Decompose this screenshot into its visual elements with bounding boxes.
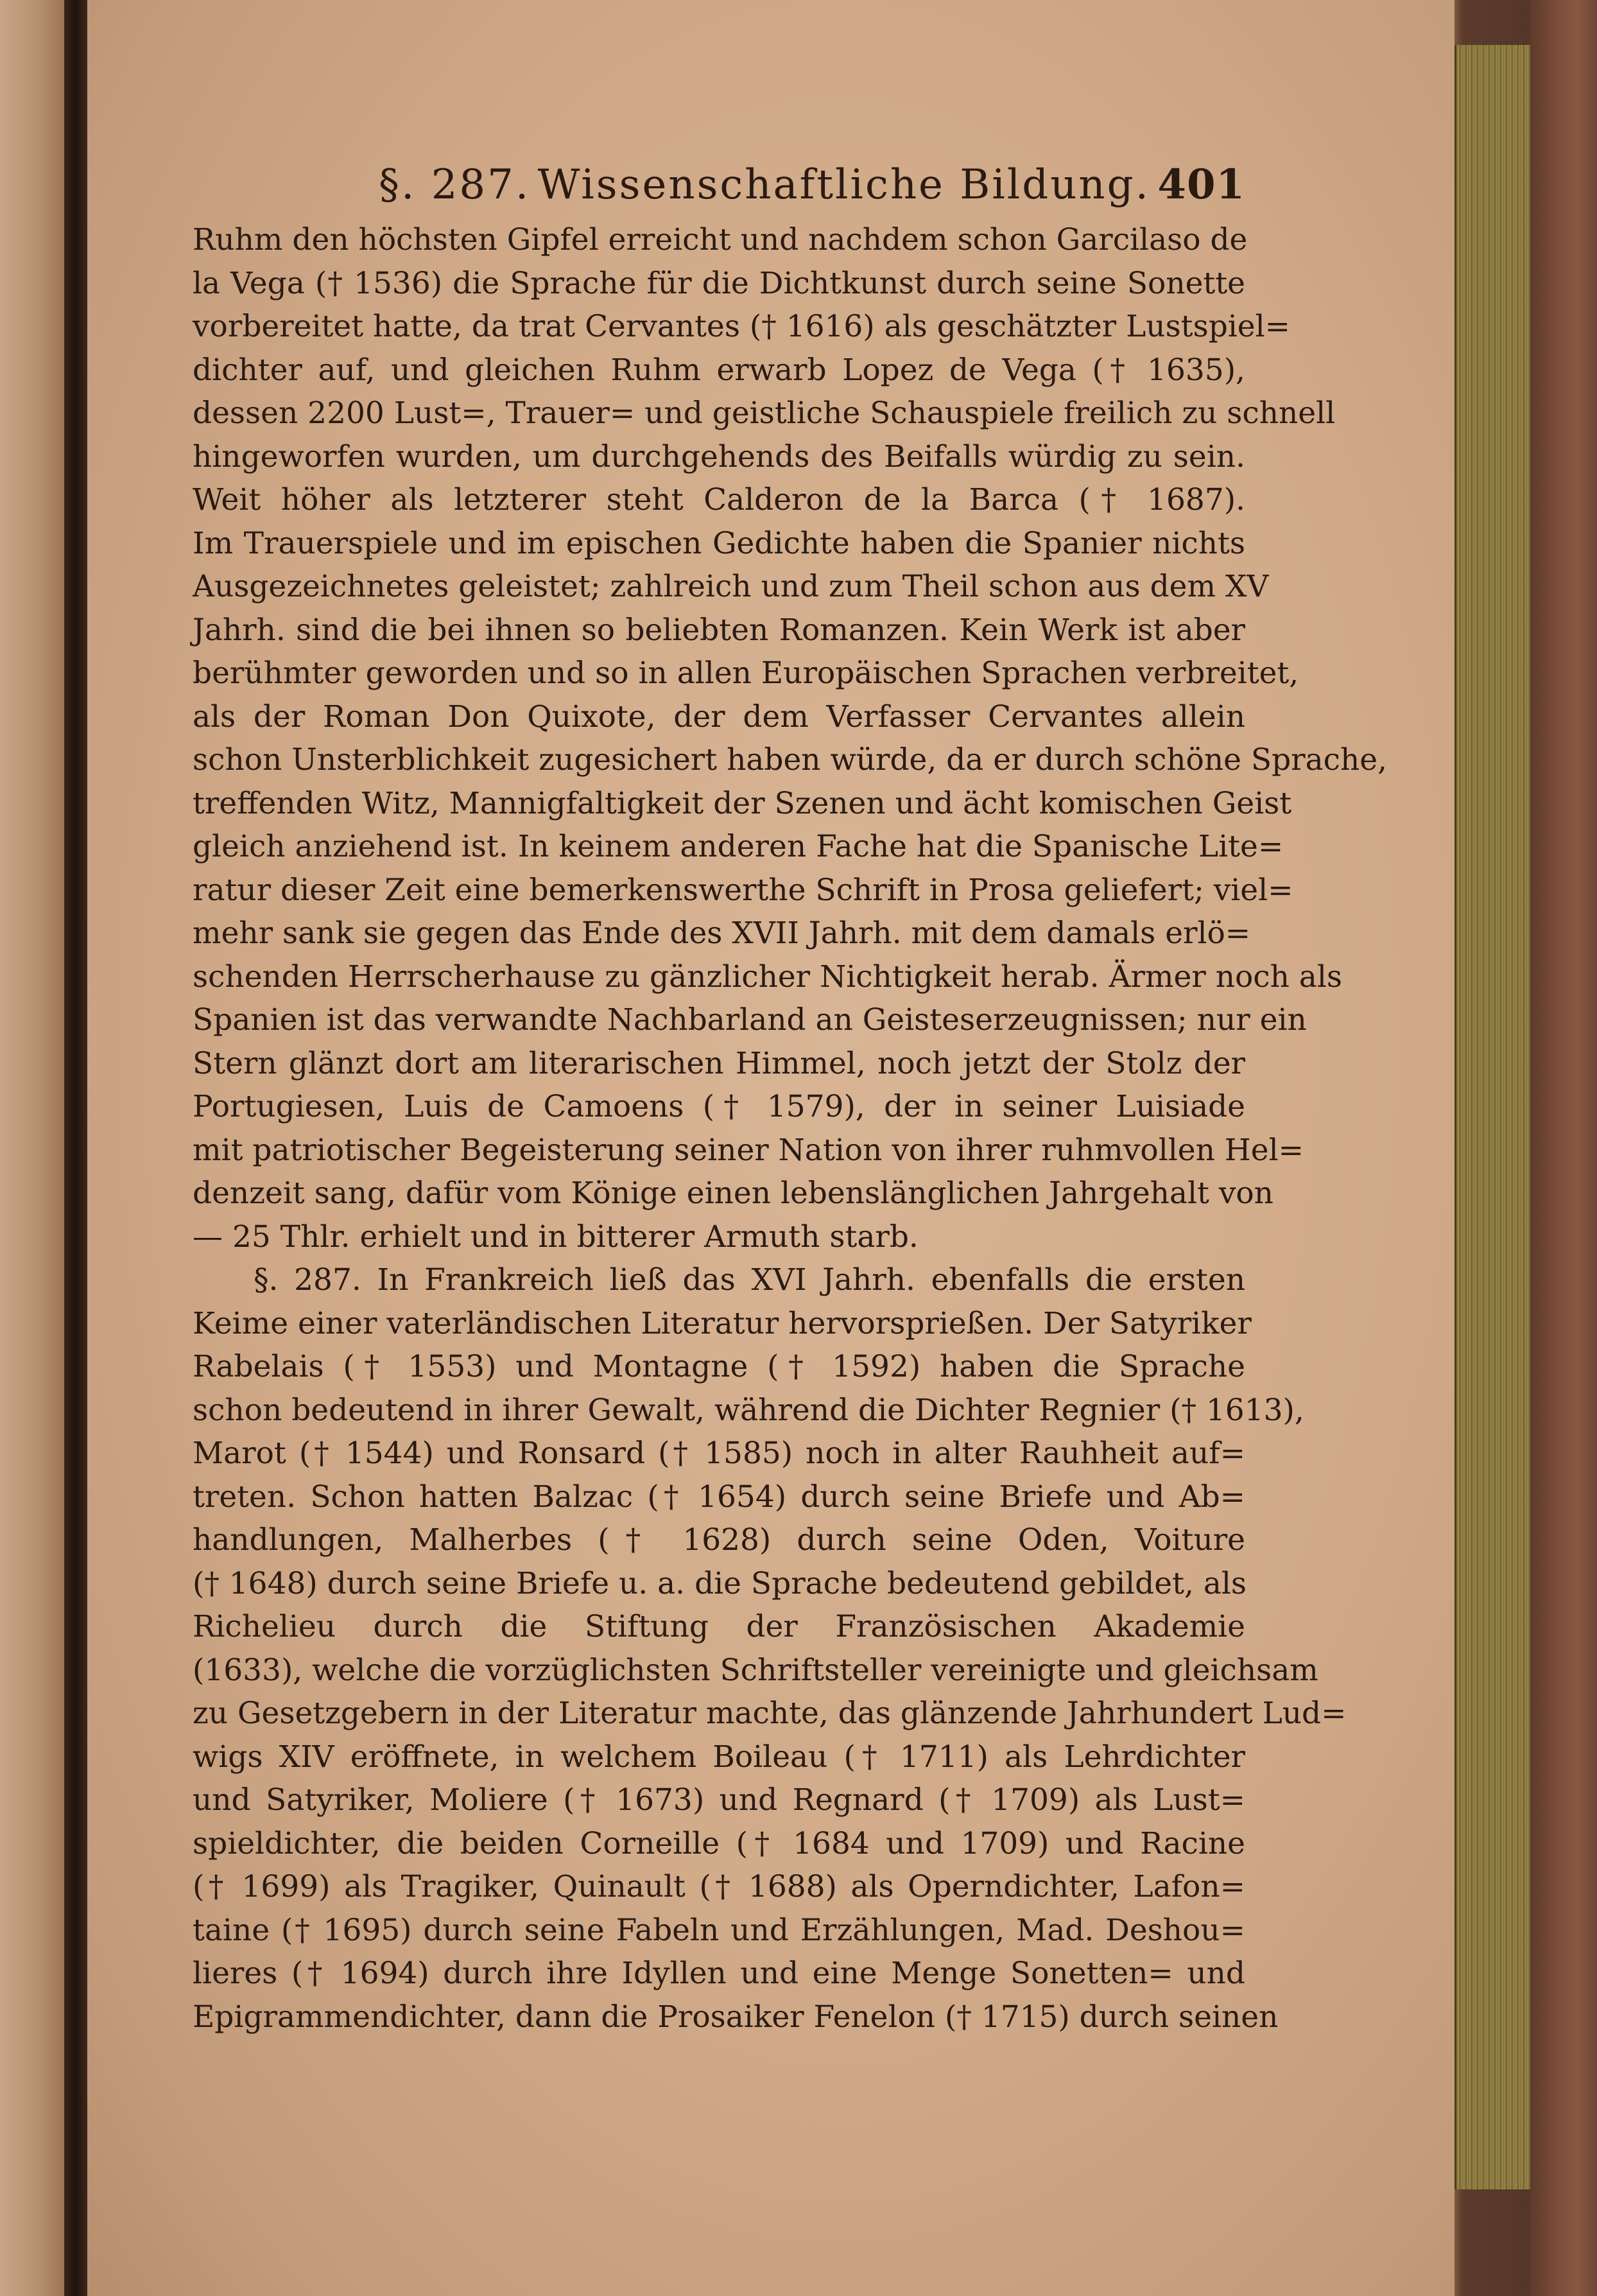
text-line: (1633), welche die vorzüglichsten Schriftsteller vereinigte und gleichsam [193, 1652, 1318, 1688]
text-line: denzeit sang, dafür vom Könige einen lebenslänglichen Jahrgehalt von [193, 1176, 1273, 1211]
book-gutter [64, 0, 87, 2296]
text-line: lieres († 1694) durch ihre Idyllen und eine Menge Sonetten= und [193, 1956, 1245, 1991]
text-line: Weit höher als letzterer steht Calderon de la Barca († 1687). [193, 482, 1245, 517]
text-line: († 1648) durch seine Briefe u. a. die Sprache bedeutend gebildet, als [193, 1565, 1247, 1601]
text-line: zu Gesetzgebern in der Literatur machte, das glänzende Jahrhundert Lud= [193, 1696, 1347, 1731]
text-line: schon Unsterblichkeit zugesichert haben würde, da er durch schöne Sprache, [193, 742, 1387, 778]
text-line: Im Trauerspiele und im epischen Gedichte haben die Spanier nichts [193, 525, 1245, 561]
text-line: Epigrammendichter, dann die Prosaiker Fenelon († 1715) durch seinen [193, 1999, 1279, 2035]
text-line: mit patriotischer Begeisterung seiner Nation von ihrer ruhmvollen Hel= [193, 1132, 1304, 1168]
text-line: Ausgezeichnetes geleistet; zahlreich und zum Theil schon aus dem XV [193, 569, 1269, 604]
text-line: Rabelais († 1553) und Montagne († 1592) haben die Sprache [193, 1349, 1245, 1384]
text-line: Keime einer vaterländischen Literatur hervorsprießen. Der Satyriker [193, 1305, 1252, 1341]
text-line: als der Roman Don Quixote, der dem Verfasser Cervantes allein [193, 699, 1245, 735]
text-line: handlungen, Malherbes († 1628) durch seine Oden, Voiture [193, 1522, 1245, 1558]
text-line: Marot († 1544) und Ronsard († 1585) noch in alter Rauhheit auf= [193, 1436, 1245, 1471]
page-number: 401 [1157, 161, 1245, 209]
text-line: berühmter geworden und so in allen Europäischen Sprachen verbreitet, [193, 656, 1299, 691]
text-line: treten. Schon hatten Balzac († 1654) durch seine Briefe und Ab= [193, 1479, 1245, 1515]
left-page-edge [0, 0, 64, 2296]
text-line: mehr sank sie gegen das Ende des XVII Jahrh. mit dem damals erlö= [193, 916, 1251, 951]
running-header [193, 161, 1245, 218]
text-line: Jahrh. sind die bei ihnen so beliebten Romanzen. Kein Werk ist aber [193, 612, 1245, 648]
text-line: dichter auf, und gleichen Ruhm erwarb Lopez de Vega († 1635), [193, 352, 1245, 388]
text-line: Portugiesen, Luis de Camoens († 1579), der in seiner Luisiade [193, 1089, 1245, 1124]
text-line: Ruhm den höchsten Gipfel erreicht und nachdem schon Garcilaso de [193, 222, 1248, 257]
text-line: schon bedeutend in ihrer Gewalt, während die Dichter Regnier († 1613), [193, 1392, 1304, 1428]
text-line: dessen 2200 Lust=, Trauer= und geistliche Schauspiele freilich zu schnell [193, 396, 1336, 431]
text-line: Richelieu durch die Stiftung der Französischen Akademie [193, 1609, 1245, 1644]
header-title: Wissenschaftliche Bildung. [537, 161, 1150, 209]
text-line: gleich anziehend ist. In keinem anderen Fache hat die Spanische Lite= [193, 829, 1284, 864]
page-fore-edge [1455, 45, 1532, 2189]
text-line: — 25 Thlr. erhielt und in bitterer Armuth starb. [193, 1219, 919, 1255]
header-section: §. 287. [379, 161, 531, 209]
text-line: schenden Herrscherhause zu gänzlicher Nichtigkeit herab. Ärmer noch als [193, 959, 1342, 995]
text-line: hingeworfen wurden, um durchgehends des Beifalls würdig zu sein. [193, 439, 1245, 474]
text-line: la Vega († 1536) die Sprache für die Dichtkunst durch seine Sonette [193, 265, 1245, 301]
body-text [193, 218, 1387, 2039]
text-line: und Satyriker, Moliere († 1673) und Regnard († 1709) als Lust= [193, 1782, 1245, 1818]
text-line: Stern glänzt dort am literarischen Himmel, noch jetzt der Stolz der [193, 1045, 1245, 1081]
book-cover-board [1530, 0, 1597, 2296]
text-line: vorbereitet hatte, da trat Cervantes († 1616) als geschätzter Lustspiel= [193, 309, 1291, 344]
page-content [193, 161, 1387, 2039]
section-start-line: §. 287. In Frankreich ließ das XVI Jahrh. ebenfalls die ersten [254, 1262, 1245, 1298]
text-line: Spanien ist das verwandte Nachbarland an Geisteserzeugnissen; nur ein [193, 1002, 1307, 1038]
text-line: treffenden Witz, Mannigfaltigkeit der Szenen und ächt komischen Geist [193, 785, 1292, 821]
text-line: († 1699) als Tragiker, Quinault († 1688) als Operndichter, Lafon= [193, 1869, 1245, 1904]
text-line: ratur dieser Zeit eine bemerkenswerthe Schrift in Prosa geliefert; viel= [193, 872, 1293, 908]
text-line: wigs XIV eröffnete, in welchem Boileau († 1711) als Lehrdichter [193, 1739, 1245, 1775]
text-line: spieldichter, die beiden Corneille († 1684 und 1709) und Racine [193, 1825, 1245, 1861]
text-line: taine († 1695) durch seine Fabeln und Erzählungen, Mad. Deshou= [193, 1912, 1245, 1948]
